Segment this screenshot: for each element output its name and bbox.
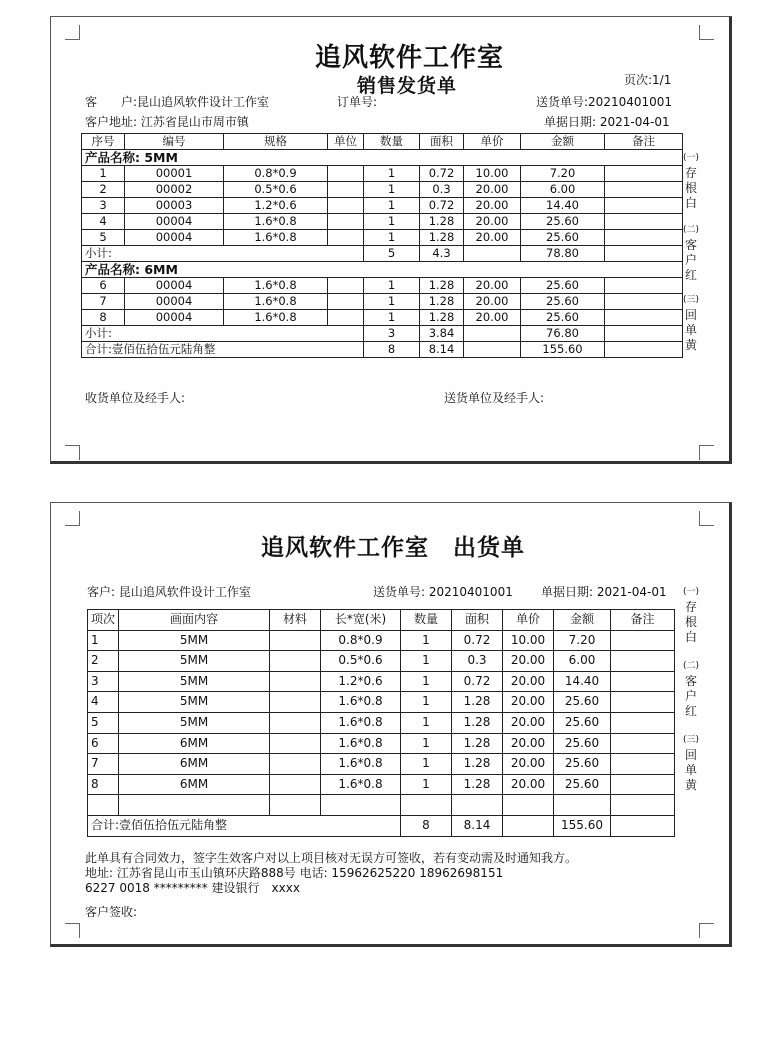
table-cell: 25.60 <box>554 733 611 754</box>
table-cell: 1.2*0.6 <box>321 671 401 692</box>
table-row <box>82 294 683 310</box>
sender-signature: 送货单位及经手人: <box>444 391 545 405</box>
table-cell: 0.5*0.6 <box>224 182 328 198</box>
crop-mark <box>699 511 714 526</box>
table-cell <box>270 774 321 795</box>
column-header: 数量 <box>401 610 452 631</box>
table-cell: 3 <box>82 198 125 214</box>
table-row <box>88 733 675 754</box>
table-cell: 20.00 <box>464 230 521 246</box>
column-header: 编号 <box>125 134 224 150</box>
copy-char: 根 <box>684 181 697 195</box>
table-cell: 20.00 <box>503 733 554 754</box>
column-header: 项次 <box>88 610 119 631</box>
table-row <box>88 774 675 795</box>
column-header: 金额 <box>521 134 605 150</box>
total-row <box>82 342 683 358</box>
table-cell: 0.8*0.9 <box>224 166 328 182</box>
table-cell: 1 <box>82 166 125 182</box>
copy-char: 存 <box>684 600 697 614</box>
table-cell: 20.00 <box>464 198 521 214</box>
table-cell: 1.6*0.8 <box>224 310 328 326</box>
table-cell: 6MM <box>119 733 270 754</box>
subtotal-label: 小计: <box>82 326 364 342</box>
copy-label-customer <box>683 223 699 283</box>
table-cell: 0.72 <box>420 166 464 182</box>
table-cell: 1 <box>401 733 452 754</box>
copy-label-stub <box>683 585 699 645</box>
table-cell <box>270 630 321 651</box>
copy-char: 单 <box>684 763 697 777</box>
customer-name: 客 户:昆山追风软件设计工作室 <box>85 95 270 109</box>
table-cell <box>328 214 364 230</box>
total-label: 合计:壹佰伍拾伍元陆角整 <box>88 815 401 836</box>
table-cell: 25.60 <box>521 310 605 326</box>
table-cell: 1.28 <box>420 310 464 326</box>
copy-char: 回 <box>684 748 697 762</box>
table-cell: 25.60 <box>554 754 611 775</box>
table-cell: 25.60 <box>554 774 611 795</box>
table-cell: 1 <box>401 630 452 651</box>
table-cell: 1 <box>401 754 452 775</box>
table-cell <box>611 712 675 733</box>
table-cell <box>464 342 521 358</box>
total-label: 合计:壹佰伍拾伍元陆角整 <box>82 342 364 358</box>
customer-address: 客户地址: 江苏省昆山市周市镇 <box>85 115 249 129</box>
table-cell: 5MM <box>119 671 270 692</box>
table-cell: 7 <box>82 294 125 310</box>
copy-char: 根 <box>684 615 697 629</box>
table-cell: 1.28 <box>452 733 503 754</box>
table-cell: 00001 <box>125 166 224 182</box>
table-cell: 1 <box>364 310 420 326</box>
copy-label-return <box>683 733 699 793</box>
table-cell: 1 <box>364 294 420 310</box>
table-cell: 25.60 <box>554 712 611 733</box>
table-cell <box>464 246 521 262</box>
table-cell: 1.28 <box>420 230 464 246</box>
table-cell: 1.28 <box>420 294 464 310</box>
table-cell <box>328 166 364 182</box>
table-cell <box>611 774 675 795</box>
copy-mark: (二) <box>683 225 700 235</box>
table-cell <box>464 326 521 342</box>
table-cell: 1.6*0.8 <box>321 712 401 733</box>
subtotal-quantity: 3 <box>364 326 420 342</box>
copy-char: 户 <box>684 689 697 703</box>
table-cell: 1.6*0.8 <box>321 774 401 795</box>
sales-delivery-sheet <box>50 16 732 464</box>
table-cell <box>328 198 364 214</box>
delivery-number: 送货单号: 20210401001 <box>373 585 513 599</box>
copy-char: 客 <box>684 674 697 688</box>
table-cell: 25.60 <box>521 230 605 246</box>
table-cell: 20.00 <box>464 294 521 310</box>
sales-items-table <box>81 133 683 358</box>
table-cell: 20.00 <box>464 214 521 230</box>
product-group-name: 产品名称: 5MM <box>82 150 683 166</box>
copy-char: 单 <box>684 323 697 337</box>
subtotal-area: 4.3 <box>420 246 464 262</box>
copy-char: 客 <box>684 238 697 252</box>
table-cell <box>328 182 364 198</box>
table-cell: 10.00 <box>503 630 554 651</box>
copy-label-customer <box>683 659 699 719</box>
table-header-row <box>82 134 683 150</box>
order-number: 订单号: <box>337 95 378 109</box>
contact-info: 地址: 江苏省昆山市玉山镇环庆路888号 电话: 15962625220 18962698151 <box>85 866 504 880</box>
table-cell: 4 <box>82 214 125 230</box>
table-row <box>88 692 675 713</box>
table-cell: 5MM <box>119 630 270 651</box>
table-cell: 1 <box>364 182 420 198</box>
crop-mark <box>65 511 80 526</box>
crop-mark <box>699 25 714 40</box>
table-cell: 1.6*0.8 <box>224 214 328 230</box>
table-cell <box>611 795 675 816</box>
table-cell <box>503 815 554 836</box>
table-cell: 14.40 <box>554 671 611 692</box>
table-cell: 20.00 <box>503 651 554 672</box>
table-cell <box>554 795 611 816</box>
table-cell: 1 <box>401 651 452 672</box>
table-cell: 3 <box>88 671 119 692</box>
table-cell: 0.8*0.9 <box>321 630 401 651</box>
table-cell: 8 <box>82 310 125 326</box>
table-cell: 2 <box>88 651 119 672</box>
copy-char: 回 <box>684 308 697 322</box>
column-header: 单位 <box>328 134 364 150</box>
copy-char: 白 <box>684 630 697 644</box>
table-cell: 1.28 <box>452 754 503 775</box>
table-cell: 1.6*0.8 <box>321 733 401 754</box>
table-cell <box>611 733 675 754</box>
table-cell <box>605 182 683 198</box>
table-cell: 1.6*0.8 <box>224 230 328 246</box>
column-header: 面积 <box>452 610 503 631</box>
subtotal-row <box>82 246 683 262</box>
table-cell: 8 <box>88 774 119 795</box>
shipment-sheet <box>50 502 732 947</box>
table-cell: 25.60 <box>521 294 605 310</box>
table-cell <box>611 815 675 836</box>
table-cell: 1 <box>364 230 420 246</box>
table-cell <box>270 671 321 692</box>
copy-char: 白 <box>684 196 697 210</box>
table-cell: 6.00 <box>521 182 605 198</box>
total-area: 8.14 <box>452 815 503 836</box>
table-row <box>82 198 683 214</box>
product-group-name: 产品名称: 6MM <box>82 262 683 278</box>
table-cell: 7.20 <box>521 166 605 182</box>
total-row <box>88 815 675 836</box>
shipment-title: 追风软件工作室 出货单 <box>261 534 525 561</box>
table-cell <box>270 754 321 775</box>
receiver-signature: 收货单位及经手人: <box>85 391 186 405</box>
table-cell <box>605 214 683 230</box>
copy-char: 红 <box>684 704 697 718</box>
column-header: 备注 <box>605 134 683 150</box>
table-cell <box>611 692 675 713</box>
crop-mark <box>65 445 80 460</box>
table-row <box>88 671 675 692</box>
table-cell: 1.6*0.8 <box>321 692 401 713</box>
total-quantity: 8 <box>364 342 420 358</box>
copy-char: 黄 <box>684 338 697 352</box>
column-header: 单价 <box>464 134 521 150</box>
table-row <box>82 230 683 246</box>
column-header: 长*宽(米) <box>321 610 401 631</box>
table-cell: 6 <box>88 733 119 754</box>
table-cell: 20.00 <box>464 310 521 326</box>
column-header: 规格 <box>224 134 328 150</box>
copy-char: 存 <box>684 166 697 180</box>
crop-mark <box>699 923 714 938</box>
column-header: 序号 <box>82 134 125 150</box>
table-cell: 4 <box>88 692 119 713</box>
table-cell: 1 <box>401 671 452 692</box>
table-cell: 00004 <box>125 230 224 246</box>
copy-mark: (三) <box>683 735 700 745</box>
subtotal-amount: 76.80 <box>521 326 605 342</box>
table-cell <box>328 278 364 294</box>
table-cell: 1.2*0.6 <box>224 198 328 214</box>
copy-mark: (一) <box>683 153 700 163</box>
table-cell: 14.40 <box>521 198 605 214</box>
table-row <box>82 278 683 294</box>
subtotal-area: 3.84 <box>420 326 464 342</box>
customer-signature: 客户签收: <box>85 905 138 919</box>
table-cell <box>452 795 503 816</box>
copy-label-stub <box>683 151 699 211</box>
table-cell <box>270 795 321 816</box>
table-cell: 1.6*0.8 <box>321 754 401 775</box>
copy-mark: (二) <box>683 661 700 671</box>
table-row <box>88 712 675 733</box>
document-date: 单据日期: 2021-04-01 <box>544 115 670 129</box>
table-cell: 20.00 <box>464 278 521 294</box>
document-date: 单据日期: 2021-04-01 <box>541 585 667 599</box>
table-cell: 1 <box>364 198 420 214</box>
table-cell <box>605 294 683 310</box>
table-cell: 6MM <box>119 774 270 795</box>
column-header: 画面内容 <box>119 610 270 631</box>
table-row <box>88 754 675 775</box>
table-row <box>88 795 675 816</box>
table-cell: 6MM <box>119 754 270 775</box>
bank-info: 6227 0018 ********* 建设银行 xxxx <box>85 881 300 895</box>
column-header: 材料 <box>270 610 321 631</box>
table-cell: 1 <box>401 692 452 713</box>
table-cell: 5MM <box>119 712 270 733</box>
table-cell: 00003 <box>125 198 224 214</box>
table-cell: 1 <box>401 712 452 733</box>
contract-notice: 此单具有合同效力，签字生效客户对以上项目核对无误方可签收，若有变动需及时通知我方。 <box>85 851 578 865</box>
table-cell: 0.5*0.6 <box>321 651 401 672</box>
table-row <box>88 630 675 651</box>
customer-name: 客户: 昆山追风软件设计工作室 <box>87 585 251 599</box>
table-cell <box>611 630 675 651</box>
product-group-row <box>82 262 683 278</box>
table-cell <box>605 278 683 294</box>
table-cell <box>401 795 452 816</box>
copy-mark: (一) <box>683 587 700 597</box>
column-header: 单价 <box>503 610 554 631</box>
table-cell <box>605 326 683 342</box>
table-cell: 5MM <box>119 651 270 672</box>
table-cell: 20.00 <box>464 182 521 198</box>
table-cell <box>611 671 675 692</box>
table-cell <box>328 230 364 246</box>
table-cell: 20.00 <box>503 671 554 692</box>
total-amount: 155.60 <box>521 342 605 358</box>
copy-mark: (三) <box>683 295 700 305</box>
table-cell <box>270 733 321 754</box>
table-cell <box>605 342 683 358</box>
table-cell: 00004 <box>125 214 224 230</box>
total-amount: 155.60 <box>554 815 611 836</box>
table-cell <box>270 651 321 672</box>
crop-mark <box>699 445 714 460</box>
table-cell <box>605 166 683 182</box>
copy-label-return <box>683 293 699 353</box>
table-cell: 20.00 <box>503 774 554 795</box>
table-row <box>88 651 675 672</box>
crop-mark <box>65 923 80 938</box>
table-cell: 1 <box>88 630 119 651</box>
table-cell: 25.60 <box>521 278 605 294</box>
document-subtitle: 销售发货单 <box>357 75 458 97</box>
table-cell <box>605 230 683 246</box>
table-cell: 20.00 <box>503 754 554 775</box>
table-cell: 00004 <box>125 310 224 326</box>
table-cell <box>605 198 683 214</box>
column-header: 备注 <box>611 610 675 631</box>
page-indicator: 页次:1/1 <box>624 73 672 87</box>
table-cell <box>605 246 683 262</box>
table-row <box>82 214 683 230</box>
table-cell: 25.60 <box>554 692 611 713</box>
product-group-row <box>82 150 683 166</box>
table-cell <box>611 754 675 775</box>
column-header: 面积 <box>420 134 464 150</box>
table-cell: 7 <box>88 754 119 775</box>
table-cell <box>321 795 401 816</box>
copy-char: 红 <box>684 268 697 282</box>
table-cell: 10.00 <box>464 166 521 182</box>
table-cell <box>605 310 683 326</box>
table-row <box>82 310 683 326</box>
table-cell: 20.00 <box>503 692 554 713</box>
table-cell <box>88 795 119 816</box>
table-cell: 0.72 <box>452 630 503 651</box>
shipment-items-table <box>87 609 675 837</box>
table-cell: 1 <box>364 166 420 182</box>
total-area: 8.14 <box>420 342 464 358</box>
table-cell: 00004 <box>125 294 224 310</box>
table-cell: 6 <box>82 278 125 294</box>
crop-mark <box>65 25 80 40</box>
table-cell: 1.6*0.8 <box>224 278 328 294</box>
table-row <box>82 182 683 198</box>
table-header-row <box>88 610 675 631</box>
table-cell: 0.72 <box>452 671 503 692</box>
table-cell: 25.60 <box>521 214 605 230</box>
table-cell: 00002 <box>125 182 224 198</box>
subtotal-amount: 78.80 <box>521 246 605 262</box>
table-cell <box>503 795 554 816</box>
table-cell <box>611 651 675 672</box>
table-cell: 5 <box>82 230 125 246</box>
copy-char: 黄 <box>684 778 697 792</box>
subtotal-quantity: 5 <box>364 246 420 262</box>
table-cell: 1.6*0.8 <box>224 294 328 310</box>
delivery-number: 送货单号:20210401001 <box>536 95 673 109</box>
subtotal-label: 小计: <box>82 246 364 262</box>
table-row <box>82 166 683 182</box>
table-cell: 1 <box>401 774 452 795</box>
company-title: 追风软件工作室 <box>315 43 505 73</box>
copy-char: 户 <box>684 253 697 267</box>
table-cell: 1 <box>364 214 420 230</box>
table-cell <box>270 712 321 733</box>
table-cell: 2 <box>82 182 125 198</box>
table-cell: 5MM <box>119 692 270 713</box>
table-cell: 1.28 <box>452 712 503 733</box>
table-cell: 0.3 <box>420 182 464 198</box>
table-cell: 7.20 <box>554 630 611 651</box>
table-cell: 5 <box>88 712 119 733</box>
table-cell <box>328 294 364 310</box>
total-quantity: 8 <box>401 815 452 836</box>
table-cell: 0.72 <box>420 198 464 214</box>
table-cell: 6.00 <box>554 651 611 672</box>
subtotal-row <box>82 326 683 342</box>
table-cell: 1.28 <box>452 774 503 795</box>
table-cell: 1.28 <box>420 278 464 294</box>
column-header: 数量 <box>364 134 420 150</box>
table-cell: 0.3 <box>452 651 503 672</box>
table-cell: 20.00 <box>503 712 554 733</box>
table-cell: 1.28 <box>420 214 464 230</box>
table-cell: 1.28 <box>452 692 503 713</box>
column-header: 金额 <box>554 610 611 631</box>
table-cell: 00004 <box>125 278 224 294</box>
table-cell <box>270 692 321 713</box>
table-cell <box>119 795 270 816</box>
table-cell: 1 <box>364 278 420 294</box>
table-cell <box>328 310 364 326</box>
